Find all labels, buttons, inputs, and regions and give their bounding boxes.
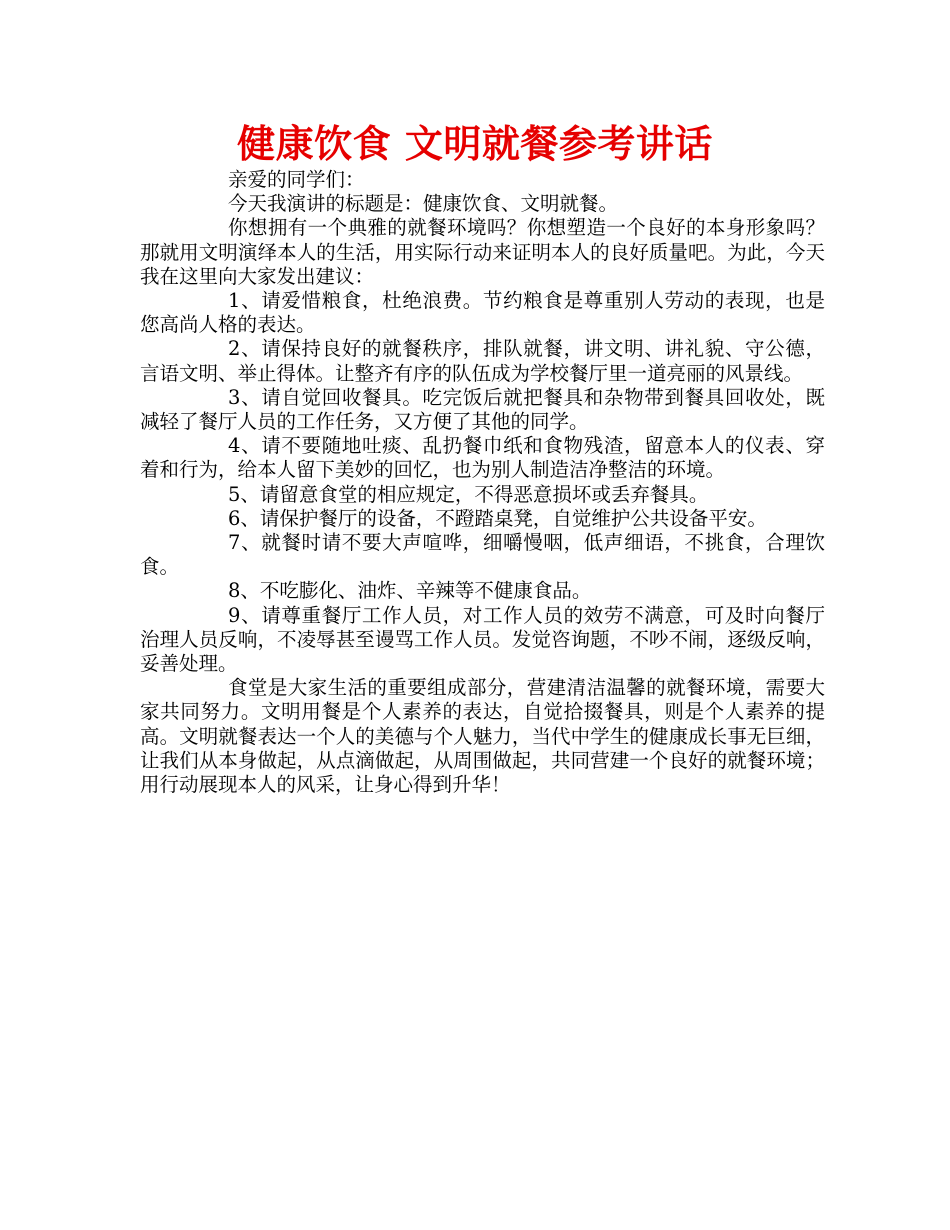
suggestion-item: 1、请爱惜粮食，杜绝浪费。节约粮食是尊重别人劳动的表现，也是您高尚人格的表达。 [140,289,825,337]
body-paragraph: 你想拥有一个典雅的就餐环境吗？你想塑造一个良好的本身形象吗？那就用文明演绎本人的生活，用实际行动来证明本人的良好质量吧。为此，今天我在这里向大家发出建议： [140,216,825,288]
greeting-paragraph: 亲爱的同学们： [228,168,365,191]
suggestion-item: 7、就餐时请不要大声喧哗，细嚼慢咽，低声细语，不挑食，合理饮食。 [140,531,825,579]
suggestion-item: 3、请自觉回收餐具。吃完饭后就把餐具和杂物带到餐具回收处，既减轻了餐厅人员的工作任务，又方便了其他的同学。 [140,385,825,434]
document-body [140,168,825,797]
suggestion-item: 5、请留意食堂的相应规定，不得恶意损坏或丢弃餐具。 [228,482,709,506]
suggestion-item: 6、请保护餐厅的设备，不蹬踏桌凳，自觉维护公共设备平安。 [228,506,767,530]
suggestion-item: 8、不吃膨化、油炸、辛辣等不健康食品。 [228,579,592,603]
document-title: 健康饮食 文明就餐参考讲话 [237,122,713,166]
suggestion-item: 2、请保持良好的就餐秩序，排队就餐，讲文明、讲礼貌、守公德，言语文明、举止得体。让整齐有序的队伍成为学校餐厅里一道亮丽的风景线。 [140,337,825,385]
suggestion-item: 9、请尊重餐厅工作人员，对工作人员的效劳不满意，可及时向餐厅治理人员反响，不凌辱甚至谩骂工作人员。发觉咨询题，不吵不闹，逐级反响，妥善处理。 [140,603,825,676]
body-paragraph: 今天我演讲的标题是：健康饮食、文明就餐。 [228,192,619,216]
suggestion-item: 4、请不要随地吐痰、乱扔餐巾纸和食物残渣，留意本人的仪表、穿着和行为，给本人留下美妙的回忆，也为别人制造洁净整洁的环境。 [140,434,825,482]
closing-paragraph: 食堂是大家生活的重要组成部分，营建清洁温馨的就餐环境，需要大家共同努力。文明用餐是个人素养的表达，自觉拾掇餐具，则是个人素养的提高。文明就餐表达一个人的美德与个人魅力，当代中学生的健康成长事无巨细，让我们从本身做起，从点滴做起，从周围做起，共同营建一个良好的就餐环境；用行动展现本人的风采，让身心得到升华！ [140,676,825,797]
